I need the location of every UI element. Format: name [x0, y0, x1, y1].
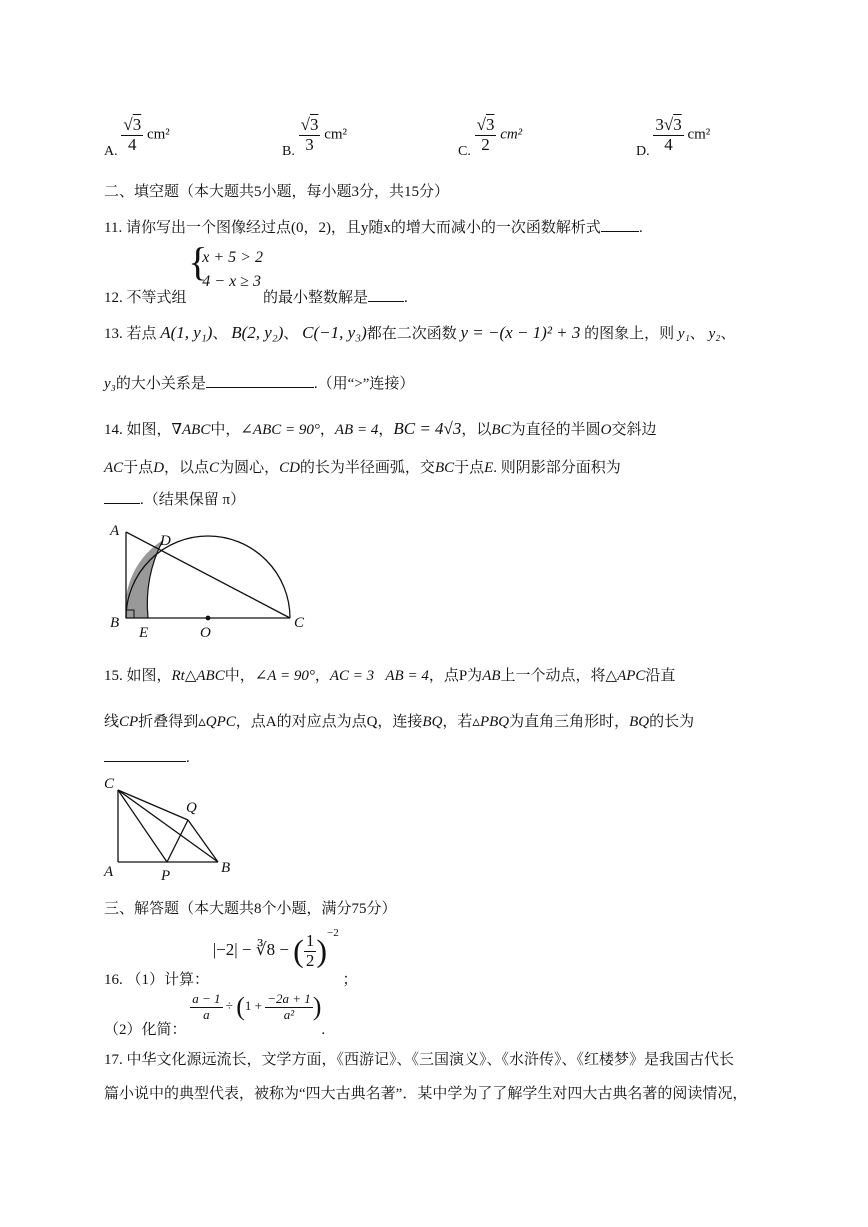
- q15-t3: ，点P为: [428, 668, 483, 684]
- q14-label-c: C: [294, 615, 305, 631]
- question-14-line-3: [104, 488, 245, 509]
- q15-angle: ∠A = 90°: [254, 668, 315, 684]
- q13-sep-4: 、: [720, 326, 736, 342]
- q12-brace: {: [188, 239, 208, 284]
- q16-label-2: （2）化简：: [104, 1022, 187, 1038]
- q14-l2-t1: 于点: [123, 460, 154, 476]
- q16-expr2-num: a − 1: [192, 991, 221, 1007]
- q16-expr1-exponent: −2: [326, 927, 339, 940]
- q14-e: E: [484, 460, 494, 476]
- q15-qpc: ▵QPC: [198, 714, 236, 730]
- question-13-line-2: [104, 372, 414, 393]
- option-a-radicand: 3: [132, 115, 142, 134]
- option-d-coefficient: 3: [655, 115, 664, 134]
- q13-prefix: 13. 若点: [104, 326, 157, 342]
- question-15: [104, 664, 675, 685]
- q14-label-a: A: [110, 523, 120, 539]
- q13-point-c: C(−1, y₃): [302, 323, 367, 342]
- option-a-letter: A.: [104, 143, 118, 159]
- q14-figure: [104, 518, 324, 642]
- q16-expr2-inner-fraction: [265, 992, 313, 1022]
- q13-line2-text: 的大小关系是: [115, 376, 206, 392]
- option-d-radicand: 3: [673, 115, 682, 134]
- option-c-fraction: $\frac{√3}{2}$: [476, 115, 495, 154]
- option-b-denominator: 3: [305, 134, 314, 154]
- q15-ab2: AB: [482, 668, 501, 684]
- q13-answer-blank[interactable]: [206, 387, 314, 388]
- q15-l2-t2: ，点A的对应点为点Q，连接: [235, 714, 423, 730]
- option-b-unit: cm²: [324, 126, 348, 143]
- q16-expression-1: |−2| − ∛8 − ( $\frac{1}{2}$ )$^{-2}$: [212, 927, 339, 970]
- q15-answer-blank[interactable]: [104, 761, 186, 762]
- q13-point-b: B(2, y₂): [231, 323, 284, 342]
- q15-l2-t4: 为直角三角形时，: [509, 714, 630, 730]
- q16-expr2-fraction: [190, 992, 222, 1022]
- question-14-line-2: [104, 456, 621, 477]
- q14-angle: ∠ABC = 90°: [240, 422, 320, 438]
- q14-triangle: ∇ABC: [171, 422, 211, 438]
- option-a: [104, 115, 170, 159]
- q14-label-e: E: [139, 625, 149, 641]
- q14-t5: 为直径的半圆: [510, 422, 601, 438]
- question-12: [104, 239, 408, 306]
- q12-suffix: 的最小整数解是: [262, 290, 368, 306]
- option-c-radicand: 3: [485, 115, 495, 134]
- q15-l2-t1: 折叠得到: [138, 714, 199, 730]
- q14-l2-t5: 于点: [454, 460, 485, 476]
- option-a-fraction: $\frac{√3}{4}$: [123, 115, 142, 154]
- question-11: [104, 216, 643, 237]
- q15-label-p: P: [161, 868, 171, 884]
- q11-end: .: [638, 220, 643, 236]
- q15-segment-qp: [167, 820, 188, 862]
- q13-y1: y₁: [677, 326, 690, 342]
- option-c: [458, 115, 523, 159]
- q14-label-b: B: [110, 615, 120, 631]
- q15-pbq: ▵PBQ: [472, 714, 510, 730]
- q14-c: C: [209, 460, 220, 476]
- q13-suffix: 的图象上，则: [584, 326, 675, 342]
- q14-ac: AC: [104, 460, 124, 476]
- q15-bq: BQ: [422, 714, 443, 730]
- option-c-unit: cm²: [500, 126, 523, 143]
- question-14: [104, 418, 656, 439]
- q13-y3: y₃: [104, 376, 116, 392]
- q15-label-b: B: [221, 860, 231, 876]
- option-d-unit: cm²: [687, 126, 711, 143]
- q12-answer-blank[interactable]: [368, 301, 404, 302]
- q15-ac: AC = 3: [329, 668, 375, 684]
- q14-ab: AB = 4: [334, 422, 379, 438]
- q15-side-cb: [118, 790, 218, 862]
- q15-label-c: C: [104, 776, 115, 792]
- q13-line2-end: .（用“>”连接）: [313, 376, 415, 392]
- q14-l2-t2: ，以点: [164, 460, 210, 476]
- option-b-letter: B.: [282, 143, 295, 159]
- q15-l2-t5: 的长为: [649, 714, 695, 730]
- q16-label-1: 16. （1）计算：: [104, 972, 210, 988]
- option-b: [282, 115, 348, 159]
- q14-l2-t4: 的长为半径画弧，交: [299, 460, 435, 476]
- option-c-denominator: 2: [481, 134, 490, 154]
- q13-point-a: A(1, y₁): [160, 323, 213, 342]
- q15-l3-end: .: [186, 750, 190, 766]
- q15-ab: AB = 4: [385, 668, 429, 684]
- q14-answer-blank[interactable]: [104, 503, 140, 504]
- q16-end: .: [321, 1022, 326, 1038]
- option-a-unit: cm²: [146, 126, 170, 143]
- q14-l2-t3: 为圆心，: [219, 460, 280, 476]
- q12-end: .: [403, 290, 408, 306]
- q12-prefix: 12. 不等式组: [104, 290, 187, 306]
- q15-t5: 沿直: [645, 668, 676, 684]
- q15-label-q: Q: [186, 800, 197, 816]
- option-d-fraction: $\frac{3√3}{4}$: [655, 115, 682, 154]
- q15-l2-t3: ，若: [442, 714, 473, 730]
- option-d-letter: D.: [636, 143, 650, 159]
- option-d: [636, 115, 711, 159]
- q14-o: O: [600, 422, 612, 438]
- q11-text: 11. 请你写出一个图像经过点(0，2)，且y随x的增大而减小的一次函数解析式: [104, 220, 601, 236]
- section-2-heading: 二、填空题（本大题共5小题，每小题3分，共15分）: [104, 184, 450, 200]
- q15-cp: CP: [119, 714, 139, 730]
- q16-expr2-den: a: [203, 1006, 210, 1022]
- question-16-part-2: [104, 991, 326, 1038]
- q14-l2-bc: BC: [434, 460, 455, 476]
- q14-center-dot: [206, 616, 211, 621]
- q13-sep-2: 、: [283, 326, 299, 342]
- q14-t3: ，: [378, 422, 394, 438]
- q14-d: D: [153, 460, 165, 476]
- q14-t2: ，: [319, 422, 335, 438]
- q14-t4: ，以: [461, 422, 492, 438]
- option-b-fraction: $\frac{√3}{3}$: [300, 115, 319, 154]
- q15-segment-qb: [188, 820, 218, 862]
- q13-sep-3: 、: [689, 326, 705, 342]
- question-16-part-1: [104, 927, 358, 988]
- q16-expr1-fraction: [304, 932, 317, 970]
- q13-mid: 都在二次函数: [366, 326, 457, 342]
- q14-cd: CD: [279, 460, 300, 476]
- q15-l2-t0: 线: [104, 714, 120, 730]
- q12-inequality-2: 4 − x ≥ 3: [202, 273, 261, 290]
- q16-expr2-divide: ÷: [225, 997, 233, 1013]
- option-b-radicand: 3: [309, 115, 319, 134]
- q15-label-a: A: [104, 864, 114, 880]
- option-d-denominator: 4: [664, 134, 673, 154]
- q15-t4: 上一个动点，将: [500, 668, 606, 684]
- q16-expr1-den: 2: [305, 950, 315, 970]
- question-17-line-1: 17. 中华文化源远流长，文学方面，《西游记》、《三国演义》、《水浒传》、《红楼梦》是我国古代长: [104, 1052, 735, 1068]
- q15-rt: Rt△ABC: [171, 668, 225, 684]
- question-17-line-2: 篇小说中的典型代表，被称为“四大古典名著”．某中学为了了解学生对四大古典名著的阅读情况，: [104, 1086, 748, 1102]
- section-3-heading: 三、解答题（本大题共8个小题，满分75分）: [104, 901, 397, 917]
- q14-label-d: D: [160, 533, 171, 549]
- q15-prefix: 15. 如图，: [104, 668, 172, 684]
- q15-bq2: BQ: [629, 714, 650, 730]
- q15-t1: 中，: [224, 668, 255, 684]
- option-a-denominator: 4: [128, 134, 137, 154]
- q11-answer-blank[interactable]: [601, 231, 639, 232]
- q14-t6: 交斜边: [611, 422, 657, 438]
- q14-l2-t6: . 则阴影部分面积为: [493, 460, 621, 476]
- question-15-line-2: [104, 710, 694, 731]
- q15-apc: △APC: [605, 668, 646, 684]
- q14-label-o: O: [200, 625, 211, 641]
- q14-bc2: BC: [491, 422, 511, 438]
- question-15-line-3: [104, 750, 190, 767]
- q14-bc: BC = 4√3: [393, 419, 462, 438]
- question-13: [104, 322, 735, 343]
- q14-prefix: 14. 如图，: [104, 422, 172, 438]
- q13-y2: y₂: [708, 326, 721, 342]
- q15-figure: [100, 772, 250, 884]
- q16-sep: ；: [342, 972, 358, 988]
- q13-sep-1: 、: [212, 326, 228, 342]
- q16-expr2-one: 1 +: [244, 997, 262, 1013]
- q12-system: [188, 239, 263, 294]
- q14-l3: .（结果保留 π）: [140, 492, 246, 508]
- q16-expression-2: $\frac{a - 1}{a}$ ÷ (1 + $\frac{-2a + 1}{\text{a²}}$ ): [192, 991, 322, 1022]
- option-c-letter: C.: [458, 143, 471, 159]
- q12-inequality-1: x + 5 > 2: [202, 249, 263, 266]
- q16-expr1-main: |−2| − ∛8 −: [212, 940, 289, 960]
- q16-expr1-num: 1: [305, 931, 315, 950]
- q16-expr2-inner-num: −2a + 1: [267, 991, 311, 1007]
- q14-t1: 中，: [210, 422, 241, 438]
- q16-expr2-inner-den: a²: [283, 1006, 295, 1022]
- q13-function: y = −(x − 1)² + 3: [460, 323, 581, 342]
- q15-t2: ，: [314, 668, 330, 684]
